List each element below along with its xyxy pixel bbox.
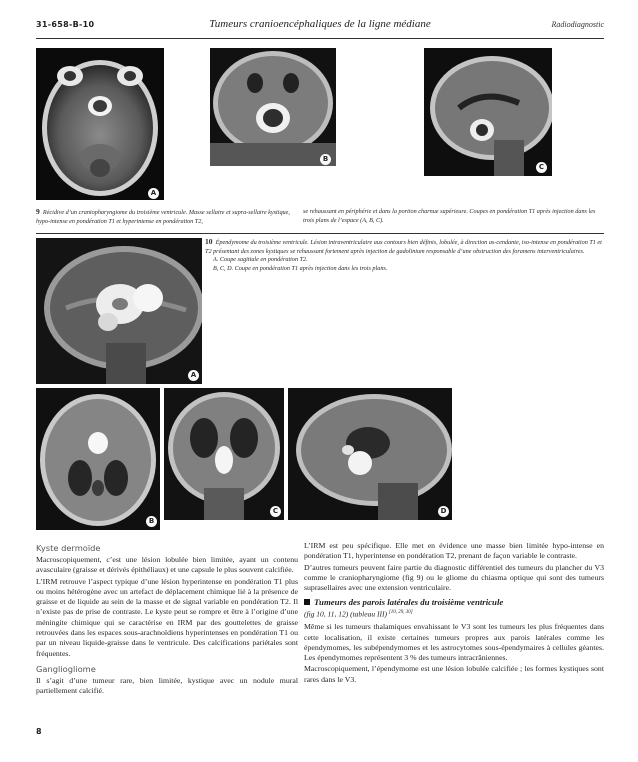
fig10-panel-d xyxy=(288,388,452,520)
fig10-panel-d-label: D xyxy=(438,506,449,517)
figure-table-references xyxy=(304,608,604,620)
heading-gangliogliome: Gangliogliome xyxy=(36,663,96,674)
fig9b-coronal-mri-image xyxy=(210,48,336,166)
references-text: (fig 10, 11, 12) (tableau III) xyxy=(304,609,387,619)
fig10-number: 10 xyxy=(205,237,213,246)
right-text-column xyxy=(304,541,604,686)
fig9-caption-text-left: Récidive d’un craniopharyngiome du troisième ventricule. Masse sellaire et supra-sellaire kystique, hypo-intense en pondération T1 et hyperintense en pondération T2, xyxy=(36,209,290,225)
fig9-panel-c xyxy=(424,48,552,176)
fig9-panel-a xyxy=(36,48,164,200)
paragraph-irm-specifique: L’IRM est peu spécifique. Elle met en évidence une masse bien limitée hypo-intense en pondération T1, hyperintense en pondération T2, prenant de façon variable le contraste. xyxy=(304,541,604,561)
heading-parois-laterales xyxy=(304,597,604,607)
header-rule xyxy=(36,38,604,39)
fig9-panel-b-label: B xyxy=(320,154,331,165)
article-code: 31-658-B-10 xyxy=(36,20,95,29)
fig10-panel-a-label: A xyxy=(188,370,199,381)
fig10c-coronal-t1-image xyxy=(164,388,284,520)
fig10-caption-a: A. Coupe sagittale en pondération T2. xyxy=(213,256,308,264)
fig10b-axial-t1-image xyxy=(36,388,160,530)
fig9-panel-a-label: A xyxy=(148,188,159,199)
fig9-panel-b xyxy=(210,48,336,166)
fig10-panel-c xyxy=(164,388,284,520)
section-name: Radiodiagnostic xyxy=(551,20,604,29)
fig10-panel-b-label: B xyxy=(146,516,157,527)
square-bullet-icon xyxy=(304,599,310,605)
fig9a-axial-mri-image xyxy=(36,48,164,200)
running-header xyxy=(36,18,604,34)
fig9-panel-c-label: C xyxy=(536,162,547,173)
heading-parois-laterales-text: Tumeurs des parois latérales du troisième ventricule xyxy=(314,597,504,608)
fig9-number: 9 xyxy=(36,207,40,216)
running-title: Tumeurs cranioencéphaliques de la ligne médiane xyxy=(209,18,431,30)
fig10-caption-main: Épendymome du troisième ventricule. Lésion intraventriculaire aux contours bien définis, lobulée, à direction as-cendante, iso-intense en pondération T1 et T2 présentant des zones kystiques se rehaussant fortement après injection de gadolinium responsable d’une obstruction des foramens interventriculaires. xyxy=(205,239,602,255)
paragraph-gangliogliome: Il s’agit d’une tumeur rare, bien limitée, kystique avec un nodule mural partiellement calcifié. xyxy=(36,675,298,696)
paragraph-diagnostic-differentiel: D’autres tumeurs peuvent faire partie du diagnostic différentiel des tumeurs du plancher du V3 comme le craniopharyngiome (fig 9) ou le gliome du chiasma optique qui sont des tumeurs suprasellaires avec une extension ventriculaire. xyxy=(304,562,604,593)
heading-kyste-dermoide: Kyste dermoïde xyxy=(36,543,101,553)
fig10-panel-c-label: C xyxy=(270,506,281,517)
paragraph-tumeurs-thalamiques: Même si les tumeurs thalamiques envahissant le V3 sont les tumeurs les plus fréquentes dans cette localisation, il existe certaines tumeurs propres aux parois latérales comme les épendymomes, les subépendymomes et les astrocytomes sous-épendymaires à cellules géantes. Les épendymomes représentent 3 % des tumeurs intracrâniennes. xyxy=(304,622,604,663)
fig10-caption-bcd: B, C, D. Coupe en pondération T1 après injection dans les trois plans. xyxy=(213,264,388,272)
paragraph-ependymome-macroscopie: Macroscopiquement, l’épendymome est une lésion lobulée calcifiée ; les formes kystiques sont rares dans le V3. xyxy=(304,664,604,684)
paragraph-kyste-macroscopie: Macroscopiquement, c’est une lésion lobulée bien limitée, ayant un contenu avasculaire (graisse et dérivés épithéliaux) et une capsule le plus souvent calcifiée. xyxy=(36,555,298,575)
fig9-caption-left xyxy=(36,208,296,226)
fig10a-sagittal-t2-image xyxy=(36,238,202,384)
fig10d-sagittal-t1-image xyxy=(288,388,452,520)
left-text-column xyxy=(36,543,298,698)
fig9c-sagittal-mri-image xyxy=(424,48,552,176)
fig10-caption xyxy=(205,238,605,273)
fig10-panel-a xyxy=(36,238,202,384)
paragraph-kyste-irm: L’IRM retrouve l’aspect typique d’une lésion hyperintense en pondération T1 plus ou moins hétérogène avec un artefact de déplacement chimique lié à la présence de graisse et de liquide au sein de la masse et de signal variable en pondération T2. Il n’existe pas de prise de contraste. Le kyste peut se rompre et être à l’origine d’une méningite chimique qui se caractérise en IRM par des gouttelettes de graisse retrouvées dans les espaces sous-arachnoïdiens hyperintenses en pondération T1 ou par un niveau liquide-graisse dans le ventricule. Des calcifications pariétales sont fréquentes. xyxy=(36,576,298,658)
page-number: 8 xyxy=(36,727,42,736)
fig9-caption-rule xyxy=(36,233,604,234)
citation-numbers: [10, 29, 30] xyxy=(388,610,413,616)
fig10-panel-b xyxy=(36,388,160,530)
fig9-caption-right: se rehaussant en périphérie et dans la portion charnue supérieure. Coupes en pondération T1 après injection dans les trois plans de l’espace (A, B, C). xyxy=(303,208,596,224)
